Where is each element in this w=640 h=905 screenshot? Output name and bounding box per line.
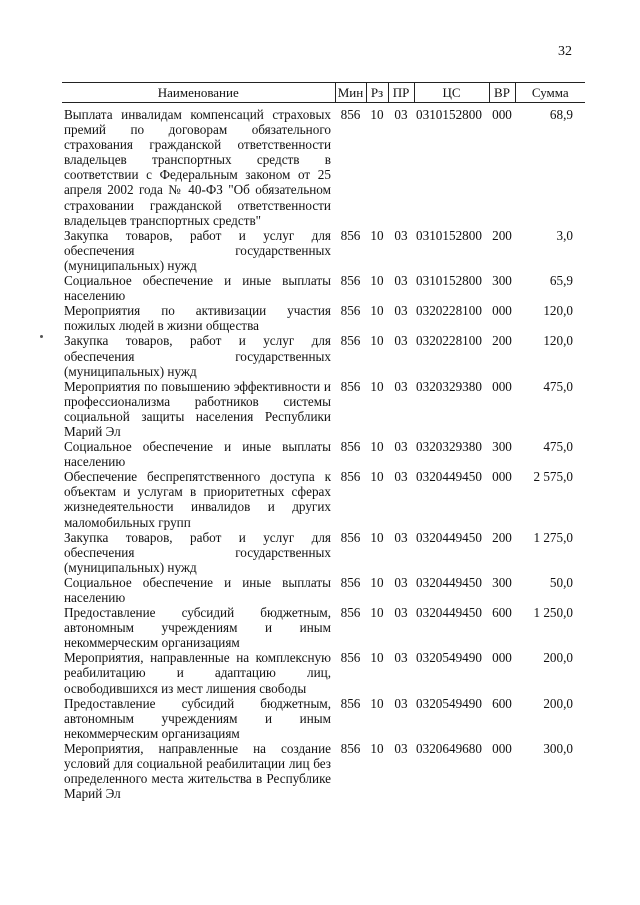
row-pr: 03 xyxy=(394,529,408,545)
header-min: Мин xyxy=(335,83,366,103)
row-sum: 3,0 xyxy=(556,227,573,243)
row-vr: 600 xyxy=(492,605,512,621)
row-min: 856 xyxy=(340,740,361,756)
row-pr: 03 xyxy=(394,695,408,711)
row-min: 856 xyxy=(340,695,361,711)
row-pr: 03 xyxy=(394,574,408,590)
row-rz: 10 xyxy=(370,650,384,666)
row-sum: 68,9 xyxy=(549,107,573,122)
row-min: 856 xyxy=(340,107,361,122)
row-name: Предоставление субсидий бюджетным, автономным учреждениям и иным некоммерческим организациям xyxy=(64,695,331,741)
row-sum: 120,0 xyxy=(543,333,573,349)
table-row xyxy=(62,650,585,695)
header-sum: Сумма xyxy=(515,83,585,103)
row-min: 856 xyxy=(340,273,361,289)
row-name: Закупка товаров, работ и услуг для обеспечения государственных (муниципальных) нужд xyxy=(64,227,331,273)
row-sum: 475,0 xyxy=(543,439,573,455)
table-row xyxy=(62,605,585,650)
row-vr: 000 xyxy=(492,378,512,394)
row-min: 856 xyxy=(340,574,361,590)
row-name: Обеспечение беспрепятственного доступа к объектам и услугам в приоритетных сферах жизнедеятельности инвалидов и других маломобильных групп xyxy=(64,469,331,530)
row-rz: 10 xyxy=(370,439,384,455)
row-vr: 000 xyxy=(492,740,512,756)
row-name: Социальное обеспечение и иные выплаты населению xyxy=(64,273,331,304)
row-vr: 200 xyxy=(492,529,512,545)
row-min: 856 xyxy=(340,378,361,394)
row-min: 856 xyxy=(340,650,361,666)
row-name: Закупка товаров, работ и услуг для обеспечения государственных (муниципальных) нужд xyxy=(64,529,331,575)
row-rz: 10 xyxy=(370,303,384,319)
row-sum: 120,0 xyxy=(543,303,573,319)
row-cs: 0320449450 xyxy=(416,469,482,485)
table-row xyxy=(62,439,585,469)
row-name: Социальное обеспечение и иные выплаты населению xyxy=(64,574,331,605)
row-cs: 0320329380 xyxy=(416,378,482,394)
row-min: 856 xyxy=(340,439,361,455)
row-pr: 03 xyxy=(394,303,408,319)
row-min: 856 xyxy=(340,605,361,621)
row-cs: 0320449450 xyxy=(416,605,482,621)
table-row xyxy=(62,741,585,801)
table-row xyxy=(62,103,585,228)
header-name: Наименование xyxy=(62,83,335,103)
row-name: Закупка товаров, работ и услуг для обеспечения государственных (муниципальных) нужд xyxy=(64,333,331,379)
row-min: 856 xyxy=(340,469,361,485)
row-cs: 0320449450 xyxy=(416,574,482,590)
row-rz: 10 xyxy=(370,333,384,349)
table-row xyxy=(62,228,585,273)
row-rz: 10 xyxy=(370,574,384,590)
row-sum: 1 275,0 xyxy=(533,529,573,545)
row-sum: 2 575,0 xyxy=(533,469,573,485)
row-vr: 300 xyxy=(492,439,512,455)
row-pr: 03 xyxy=(394,333,408,349)
row-sum: 200,0 xyxy=(543,695,573,711)
row-cs: 0320549490 xyxy=(416,695,482,711)
row-rz: 10 xyxy=(370,469,384,485)
table-row xyxy=(62,303,585,333)
row-cs: 0320228100 xyxy=(416,333,482,349)
header-cs: ЦС xyxy=(414,83,489,103)
row-vr: 200 xyxy=(492,227,512,243)
header-vr: ВР xyxy=(489,83,515,103)
row-name: Мероприятия по активизации участия пожилых людей в жизни общества xyxy=(64,303,331,334)
row-vr: 300 xyxy=(492,273,512,289)
row-name: Предоставление субсидий бюджетным, автономным учреждениям и иным некоммерческим организациям xyxy=(64,605,331,651)
row-pr: 03 xyxy=(394,650,408,666)
row-pr: 03 xyxy=(394,469,408,485)
row-sum: 300,0 xyxy=(543,740,573,756)
row-sum: 1 250,0 xyxy=(533,605,573,621)
row-min: 856 xyxy=(340,303,361,319)
table-row xyxy=(62,696,585,741)
header-rz: Рз xyxy=(366,83,388,103)
row-rz: 10 xyxy=(370,529,384,545)
table-row xyxy=(62,469,585,529)
row-pr: 03 xyxy=(394,227,408,243)
row-vr: 000 xyxy=(492,650,512,666)
row-rz: 10 xyxy=(370,695,384,711)
row-vr: 600 xyxy=(492,695,512,711)
row-sum: 65,9 xyxy=(549,273,573,289)
row-cs: 0320228100 xyxy=(416,303,482,319)
scan-speck xyxy=(40,335,43,338)
row-pr: 03 xyxy=(394,107,408,122)
row-rz: 10 xyxy=(370,107,384,122)
row-vr: 000 xyxy=(492,469,512,485)
table-row xyxy=(62,333,585,378)
row-cs: 0320449450 xyxy=(416,529,482,545)
row-pr: 03 xyxy=(394,740,408,756)
row-min: 856 xyxy=(340,333,361,349)
row-cs: 0320549490 xyxy=(416,650,482,666)
table-header-row xyxy=(62,83,585,103)
budget-table xyxy=(62,82,585,801)
row-cs: 0310152800 xyxy=(416,227,482,243)
table-row xyxy=(62,575,585,605)
row-name: Мероприятия, направленные на создание условий для социальной реабилитации лиц без определенного места жительства в Республике Марий Эл xyxy=(64,740,331,802)
row-name: Социальное обеспечение и иные выплаты населению xyxy=(64,439,331,470)
table-body xyxy=(62,103,585,802)
table-row xyxy=(62,379,585,439)
table-row xyxy=(62,273,585,303)
page-number: 32 xyxy=(558,44,572,59)
header-pr: ПР xyxy=(388,83,414,103)
row-sum: 200,0 xyxy=(543,650,573,666)
row-rz: 10 xyxy=(370,740,384,756)
row-rz: 10 xyxy=(370,605,384,621)
row-cs: 0320329380 xyxy=(416,439,482,455)
row-name: Мероприятия по повышению эффективности и профессионализма работников системы социальной защиты населения Республики Марий Эл xyxy=(64,378,331,439)
row-pr: 03 xyxy=(394,605,408,621)
row-cs: 0320649680 xyxy=(416,740,482,756)
row-rz: 10 xyxy=(370,378,384,394)
row-sum: 50,0 xyxy=(549,574,573,590)
row-pr: 03 xyxy=(394,439,408,455)
row-min: 856 xyxy=(340,529,361,545)
row-pr: 03 xyxy=(394,273,408,289)
row-name: Мероприятия, направленные на комплексную реабилитацию и адаптацию лиц, освободившихся из мест лишения свободы xyxy=(64,650,331,696)
row-rz: 10 xyxy=(370,227,384,243)
row-rz: 10 xyxy=(370,273,384,289)
row-min: 856 xyxy=(340,227,361,243)
row-name: Выплата инвалидам компенсаций страховых премий по договорам обязательного страхования гражданской ответственности владельцев транспортных средств в соответствии с Федеральным законом от 25 апреля 2002 года № 40-ФЗ "Об обязательном страховании гражданской ответственности владельцев транспортных средств" xyxy=(64,107,331,228)
row-vr: 000 xyxy=(492,303,512,319)
row-vr: 200 xyxy=(492,333,512,349)
row-vr: 000 xyxy=(492,107,512,122)
row-cs: 0310152800 xyxy=(416,107,482,122)
row-vr: 300 xyxy=(492,574,512,590)
row-cs: 0310152800 xyxy=(416,273,482,289)
row-pr: 03 xyxy=(394,378,408,394)
table-row xyxy=(62,530,585,575)
row-sum: 475,0 xyxy=(543,378,573,394)
